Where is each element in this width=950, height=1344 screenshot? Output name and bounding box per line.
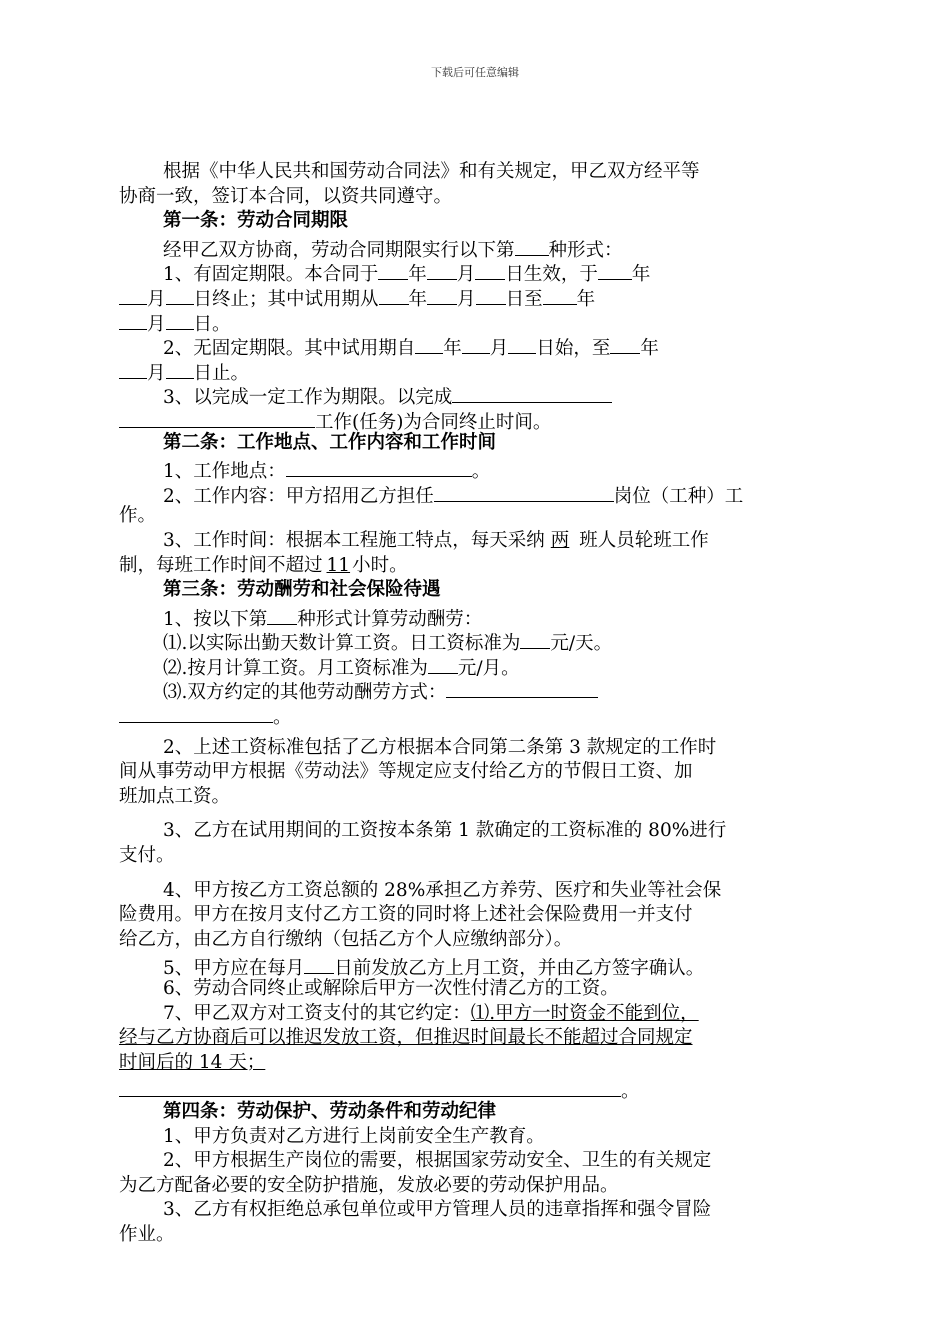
intro-line-1: [119, 160, 834, 185]
art1-item1-line1: [119, 258, 834, 286]
art2-i1-text: 1、工作地点：: [163, 461, 286, 483]
art3-item7-line2: 经与乙方协商后可以推迟发放工资，但推迟时间最长不能超过合同规定: [119, 1027, 693, 1049]
blank-other-pay: [119, 701, 273, 723]
art1-p1-tail: 种形式：: [548, 239, 623, 261]
label-year: 年: [576, 288, 596, 310]
blank: [476, 283, 506, 305]
hours-value: 11: [326, 554, 351, 576]
intro-line-2: 协商一致，签订本合同，以资共同遵守。: [119, 185, 453, 207]
blank: [166, 283, 194, 305]
art2-i2-tail: 岗位（工种）工: [613, 485, 744, 507]
art3-item2-line2: 间从事劳动甲方根据《劳动法》等规定应支付给乙方的节假日工资、加: [119, 761, 693, 783]
art1-item2-line2: [119, 357, 834, 382]
art3-i1-text: 1、按以下第: [163, 608, 268, 630]
art4-item3-line2: 作业。: [119, 1223, 175, 1245]
blank-work-location: [286, 455, 472, 477]
blank: [119, 308, 147, 330]
blank: [119, 357, 147, 379]
label-month: 月: [456, 264, 476, 286]
art3-s1-text: ⑴.以实际出勤天数计算工资。日工资标准为: [163, 633, 521, 655]
art1-item2-line1: [119, 332, 834, 360]
art3-item7-line1: [119, 1002, 834, 1027]
label-day-effective: 日生效，于: [505, 264, 598, 286]
blank-task: [452, 381, 612, 403]
art1-i3-tail: 工作(任务)为合同终止时间。: [315, 411, 552, 433]
spacer: [119, 809, 834, 819]
art2-i2-text: 2、工作内容：甲方招用乙方担任: [163, 485, 434, 507]
period: 。: [471, 461, 491, 483]
art3-i5-text: 5、甲方应在每月: [163, 958, 305, 980]
art4-item2-line1: 2、甲方根据生产岗位的需要，根据国家劳动安全、卫生的有关规定: [163, 1150, 712, 1172]
blank: [166, 308, 194, 330]
blank: [598, 258, 632, 280]
label-day-end: 日止。: [193, 362, 250, 384]
art4-item1: 1、甲方负责对乙方进行上岗前安全生产教育。: [163, 1125, 545, 1147]
blank: [427, 283, 457, 305]
blank-position: [434, 480, 614, 502]
art3-item3-line1: 3、乙方在试用期间的工资按本条第 1 款确定的工资标准的 80%进行: [163, 820, 727, 842]
art1-item3-line2: [119, 406, 834, 431]
art3-item1: [119, 603, 834, 628]
spacer: [119, 869, 834, 879]
label-year: 年: [408, 288, 428, 310]
blank-form-choice: [515, 234, 549, 256]
blank-daily-wage: [520, 627, 550, 649]
art3-item5: [119, 952, 834, 980]
art4-item3-line1: 3、乙方有权拒绝总承包单位或甲方管理人员的违章指挥和强令冒险: [163, 1199, 712, 1221]
label-year: 年: [640, 338, 659, 360]
art3-item2-line1: 2、上述工资标准包括了乙方根据本合同第二条第 3 款规定的工作时: [163, 736, 717, 758]
label-month: 月: [147, 313, 166, 335]
blank-task: [119, 406, 315, 428]
blank-other-pay: [446, 676, 598, 698]
blank-pay-day: [304, 952, 334, 974]
art3-item4-line2: 险费用。甲方在按月支付乙方工资的同时将上述社会保险费用一并支付: [119, 904, 693, 926]
blank: [379, 283, 409, 305]
art2-item1: [119, 455, 834, 483]
blank: [119, 283, 147, 305]
label-month: 月: [147, 288, 166, 310]
art3-s2-unit: 元/月。: [457, 657, 520, 679]
label-month: 月: [489, 338, 509, 360]
label-year: 年: [408, 264, 427, 286]
art3-item6: 6、劳动合同终止或解除后甲方一次性付清乙方的工资。: [163, 978, 619, 999]
art3-item7-line3: [119, 1051, 834, 1076]
blank: [475, 258, 505, 280]
page-header: 下载后可任意编辑: [431, 66, 519, 79]
art1-i1-text: 1、有固定期限。本合同于: [163, 264, 379, 286]
spacer: [119, 726, 834, 736]
label-year: 年: [631, 264, 651, 286]
article-1-title: 第一条：劳动合同期限: [163, 210, 349, 232]
art3-sub1: [119, 627, 834, 655]
art1-i3-text: 3、以完成一定工作为期限。以完成: [163, 387, 453, 409]
label-day-to: 日至: [505, 288, 543, 310]
label-day-start: 日始，至: [536, 338, 611, 360]
blank: [610, 332, 640, 354]
label-day: 日。: [193, 313, 231, 335]
art3-sub3-line2: [119, 701, 834, 729]
intro-text-1: 根据《中华人民共和国劳动合同法》和有关规定，甲乙双方经平等: [163, 161, 700, 182]
art3-sub2: [119, 652, 834, 677]
art3-item4-line3: 给乙方，由乙方自行缴纳（包括乙方个人应缴纳部分）。: [119, 928, 573, 950]
label-month: 月: [457, 288, 476, 310]
blank: [415, 332, 443, 354]
art1-item1-line3: [119, 308, 834, 333]
blank-monthly-wage: [428, 652, 458, 674]
art4-item2-line2: 为乙方配备必要的安全防护措施，发放必要的劳动保护用品。: [119, 1174, 619, 1196]
blank: [543, 283, 577, 305]
art3-item2-line3: 班加点工资。: [119, 785, 231, 807]
art2-i3-tail: 班人员轮班工作: [579, 529, 709, 551]
art1-i2-text: 2、无固定期限。其中试用期自: [163, 338, 416, 360]
blank-other-agreement: [119, 1075, 621, 1097]
art2-item3-line2: [119, 554, 834, 579]
art2-item2-line1: [119, 480, 834, 505]
art1-i1-trial-text: 日终止；其中试用期从: [193, 288, 379, 310]
art3-sub3-line1: [119, 676, 834, 704]
art1-item1-line2: [119, 283, 834, 308]
art3-item4-line1: 4、甲方按乙方工资总额的 28%承担乙方养劳、医疗和失业等社会保: [163, 879, 722, 901]
art3-i1-tail: 种形式计算劳动酬劳：: [297, 608, 483, 630]
art3-i5-tail: 日前发放乙方上月工资，并由乙方签字确认。: [334, 958, 705, 980]
document-body: [119, 160, 834, 1248]
article-3-title: 第三条：劳动酬劳和社会保险待遇: [163, 579, 441, 601]
period: 。: [273, 707, 292, 729]
blank: [378, 258, 408, 280]
art3-i7-agreement-end: 时间后的 14 天；: [119, 1051, 266, 1073]
art2-item2-line2: 作。: [119, 505, 157, 527]
art3-item7-line4: [119, 1075, 834, 1103]
blank-form-choice: [267, 603, 297, 625]
blank: [427, 258, 457, 280]
label-year: 年: [443, 338, 462, 360]
art3-s3-text: ⑶.双方约定的其他劳动酬劳方式：: [163, 682, 447, 704]
article-2-title: 第二条：工作地点、工作内容和工作时间: [163, 431, 497, 453]
art3-item3-line2: 支付。: [119, 845, 175, 867]
art1-p1-text: 经甲乙双方协商，劳动合同期限实行以下第: [163, 239, 515, 261]
label-month: 月: [147, 362, 166, 384]
art2-i3-tail-2: 小时。: [352, 554, 408, 576]
blank: [462, 332, 490, 354]
art2-item3-line1: [119, 529, 834, 554]
art2-i3-text: 3、工作时间：根据本工程施工特点，每天采纳: [163, 529, 545, 551]
art3-s1-unit: 元/天。: [550, 633, 613, 655]
article-4-title: 第四条：劳动保护、劳动条件和劳动纪律: [163, 1100, 497, 1122]
blank: [508, 332, 536, 354]
blank: [166, 357, 194, 379]
art3-i7-agreement: ⑴.甲方一时资金不能到位，: [470, 1002, 699, 1024]
art2-i3-text-2: 制，每班工作时间不超过: [119, 554, 323, 576]
art1-p1: [119, 234, 834, 259]
art3-s2-text: ⑵.按月计算工资。月工资标准为: [163, 657, 428, 679]
art1-item3-line1: [119, 381, 834, 409]
period: 。: [621, 1081, 640, 1103]
art3-i7-text: 7、甲乙双方对工资支付的其它约定：: [163, 1002, 471, 1024]
shift-count-value: 两: [550, 529, 570, 551]
